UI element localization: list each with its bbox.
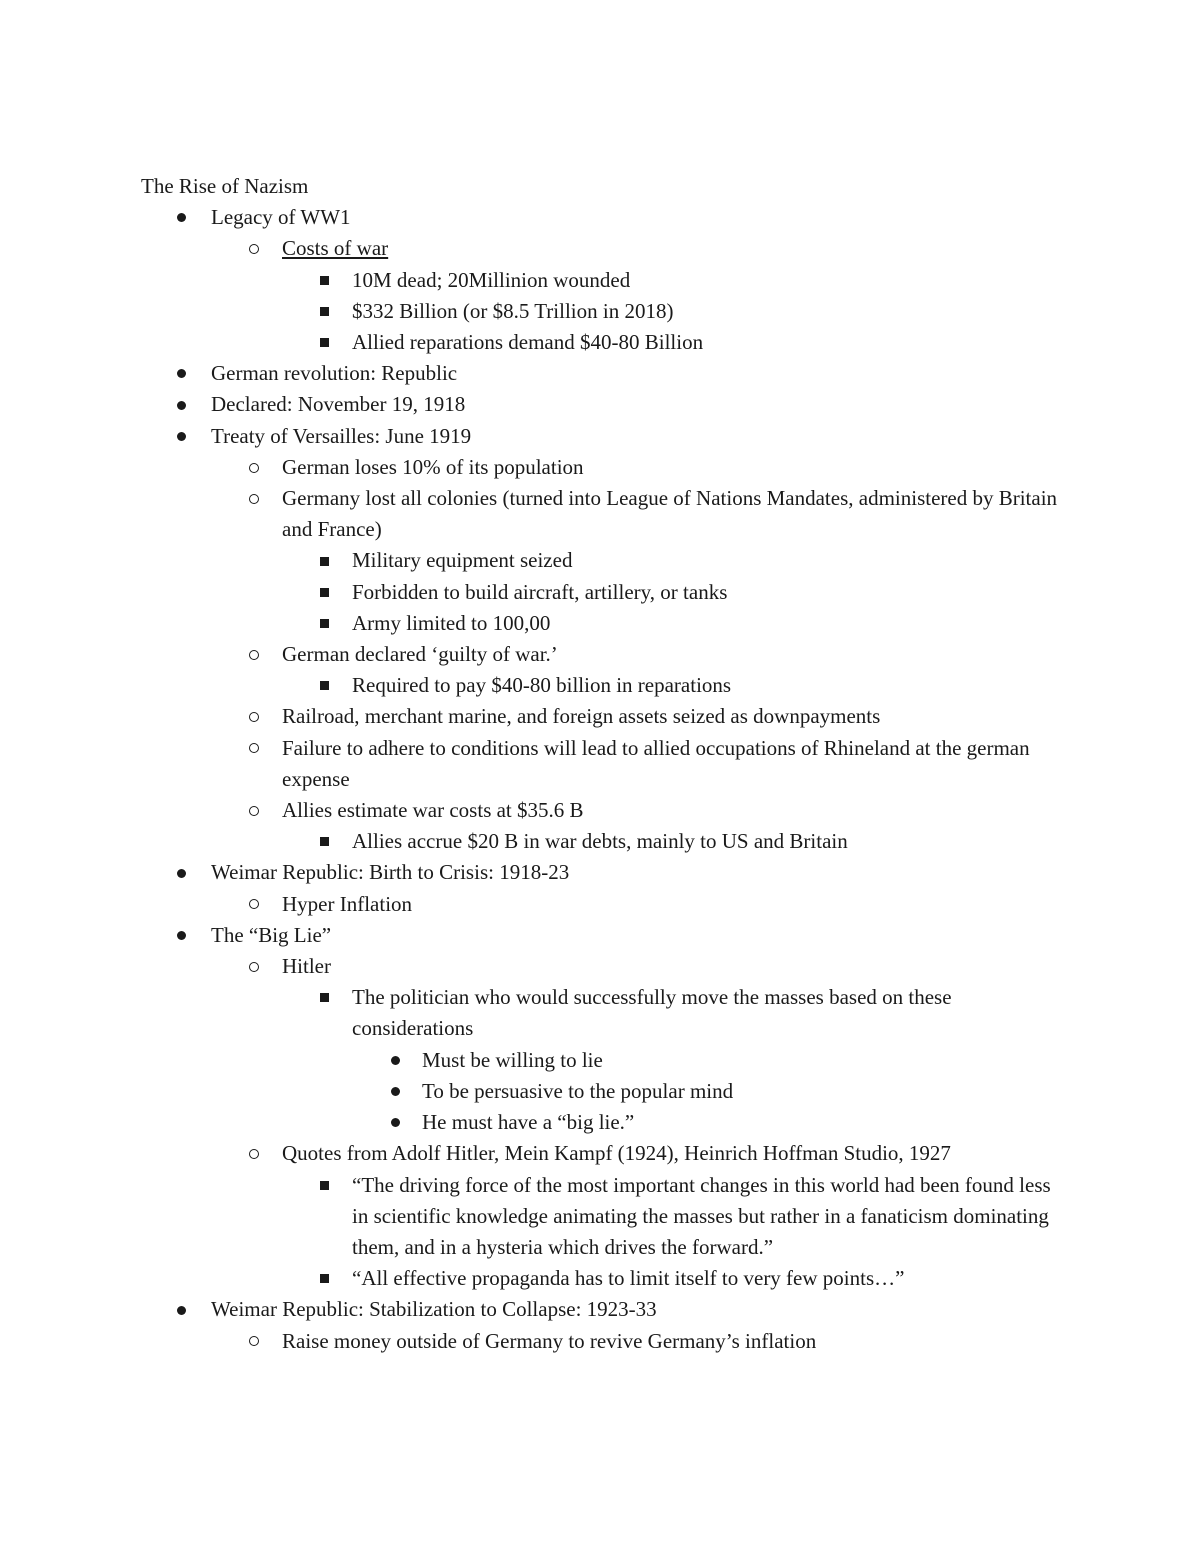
square-bullet-icon <box>314 265 334 296</box>
square-bullet-icon <box>314 982 334 1013</box>
hollow-circle-bullet-icon <box>244 951 264 982</box>
outline-item-text: Weimar Republic: Birth to Crisis: 1918-23 <box>211 860 570 885</box>
outline-item-level-1 <box>141 421 1061 452</box>
outline-item-level-3 <box>141 608 1061 639</box>
document-body <box>141 171 1061 1357</box>
filled-circle-bullet-icon <box>171 857 191 888</box>
square-bullet-icon <box>314 296 334 327</box>
outline-item-level-4 <box>141 1045 1061 1076</box>
outline-item-level-2 <box>141 795 1061 826</box>
outline-item-level-2 <box>141 733 1061 795</box>
outline-item-text: Hyper Inflation <box>282 891 413 916</box>
outline-item-level-3 <box>141 826 1061 857</box>
outline-item-text: Military equipment seized <box>352 548 573 573</box>
hollow-circle-bullet-icon <box>244 889 264 920</box>
square-bullet-icon <box>314 670 334 701</box>
outline-item-level-1 <box>141 920 1061 951</box>
outline-item-level-1 <box>141 1294 1061 1325</box>
outline-item-level-2 <box>141 889 1061 920</box>
outline-item-level-2 <box>141 951 1061 982</box>
outline-item-text: Hitler <box>282 954 331 979</box>
outline-item-level-3 <box>141 1263 1061 1294</box>
outline-item-level-1 <box>141 202 1061 233</box>
outline-item-text: German loses 10% of its population <box>282 454 584 479</box>
outline-item-text: Raise money outside of Germany to revive Germany’s inflation <box>282 1328 817 1353</box>
outline-item-text: To be persuasive to the popular mind <box>422 1078 734 1103</box>
filled-circle-bullet-icon <box>171 202 191 233</box>
outline-item-level-2 <box>141 1326 1061 1357</box>
outline-item-text: He must have a “big lie.” <box>422 1110 635 1135</box>
outline-item-text: “All effective propaganda has to limit itself to very few points…” <box>352 1266 905 1291</box>
outline-item-text: Army limited to 100,00 <box>352 610 551 635</box>
outline-item-text: Weimar Republic: Stabilization to Collapse: 1923-33 <box>211 1297 657 1322</box>
outline-item-level-2 <box>141 639 1061 670</box>
square-bullet-icon <box>314 608 334 639</box>
outline-item-level-2 <box>141 452 1061 483</box>
outline-item-text: Declared: November 19, 1918 <box>211 392 466 417</box>
outline-item-text: The politician who would successfully move the masses based on these considerations <box>352 985 952 1041</box>
filled-circle-bullet-icon <box>385 1107 405 1138</box>
filled-circle-bullet-icon <box>171 920 191 951</box>
filled-circle-bullet-icon <box>385 1045 405 1076</box>
square-bullet-icon <box>314 1170 334 1201</box>
hollow-circle-bullet-icon <box>244 483 264 514</box>
outline-item-text: Costs of war <box>282 236 389 261</box>
hollow-circle-bullet-icon <box>244 1326 264 1357</box>
square-bullet-icon <box>314 545 334 576</box>
outline-item-text: 10M dead; 20Millinion wounded <box>352 267 631 292</box>
outline-item-text: Allied reparations demand $40-80 Billion <box>352 330 704 355</box>
outline-item-text: Required to pay $40-80 billion in reparations <box>352 673 732 698</box>
outline-item-text: The “Big Lie” <box>211 922 332 947</box>
hollow-circle-bullet-icon <box>244 233 264 264</box>
outline-item-text: “The driving force of the most important changes in this world had been found less in scientific knowledge animating the masses but rather in a fanaticism dominating them, and in a hysteria which drives the forward.” <box>352 1172 1051 1259</box>
hollow-circle-bullet-icon <box>244 452 264 483</box>
square-bullet-icon <box>314 1263 334 1294</box>
outline-item-text: Allies estimate war costs at $35.6 B <box>282 798 584 823</box>
outline-item-level-2 <box>141 233 1061 264</box>
outline-item-text: Germany lost all colonies (turned into League of Nations Mandates, administered by Britain and France) <box>282 486 1058 542</box>
outline-item-text: Treaty of Versailles: June 1919 <box>211 423 472 448</box>
document-title: The Rise of Nazism <box>141 174 309 198</box>
outline-item-level-1 <box>141 358 1061 389</box>
outline-item-level-3 <box>141 327 1061 358</box>
outline-item-level-3 <box>141 265 1061 296</box>
hollow-circle-bullet-icon <box>244 1138 264 1169</box>
filled-circle-bullet-icon <box>171 358 191 389</box>
outline-item-level-3 <box>141 577 1061 608</box>
outline-item-text: German revolution: Republic <box>211 361 458 386</box>
outline-item-level-4 <box>141 1107 1061 1138</box>
outline-item-level-3 <box>141 982 1061 1044</box>
outline-item-level-1 <box>141 857 1061 888</box>
hollow-circle-bullet-icon <box>244 701 264 732</box>
outline-item-text: Quotes from Adolf Hitler, Mein Kampf (1924), Heinrich Hoffman Studio, 1927 <box>282 1141 951 1166</box>
outline-item-level-2 <box>141 701 1061 732</box>
outline-item-text: Legacy of WW1 <box>211 205 351 230</box>
outline-item-level-2 <box>141 1138 1061 1169</box>
filled-circle-bullet-icon <box>171 1294 191 1325</box>
outline-item-level-1 <box>141 389 1061 420</box>
outline-list <box>141 202 1061 1357</box>
outline-item-text: German declared ‘guilty of war.’ <box>282 642 558 667</box>
outline-item-text: Allies accrue $20 B in war debts, mainly to US and Britain <box>352 829 848 854</box>
outline-item-text: Must be willing to lie <box>422 1047 603 1072</box>
outline-item-level-3 <box>141 296 1061 327</box>
outline-item-level-2 <box>141 483 1061 545</box>
outline-item-level-3 <box>141 545 1061 576</box>
hollow-circle-bullet-icon <box>244 639 264 670</box>
hollow-circle-bullet-icon <box>244 795 264 826</box>
outline-item-level-4 <box>141 1076 1061 1107</box>
outline-item-level-3 <box>141 670 1061 701</box>
square-bullet-icon <box>314 577 334 608</box>
filled-circle-bullet-icon <box>385 1076 405 1107</box>
outline-item-text: $332 Billion (or $8.5 Trillion in 2018) <box>352 298 674 323</box>
outline-item-text: Railroad, merchant marine, and foreign assets seized as downpayments <box>282 704 881 729</box>
filled-circle-bullet-icon <box>171 389 191 420</box>
filled-circle-bullet-icon <box>171 421 191 452</box>
outline-item-level-3 <box>141 1170 1061 1264</box>
square-bullet-icon <box>314 826 334 857</box>
square-bullet-icon <box>314 327 334 358</box>
hollow-circle-bullet-icon <box>244 733 264 764</box>
outline-item-text: Failure to adhere to conditions will lead to allied occupations of Rhineland at the german expense <box>282 735 1030 791</box>
outline-item-text: Forbidden to build aircraft, artillery, or tanks <box>352 579 728 604</box>
